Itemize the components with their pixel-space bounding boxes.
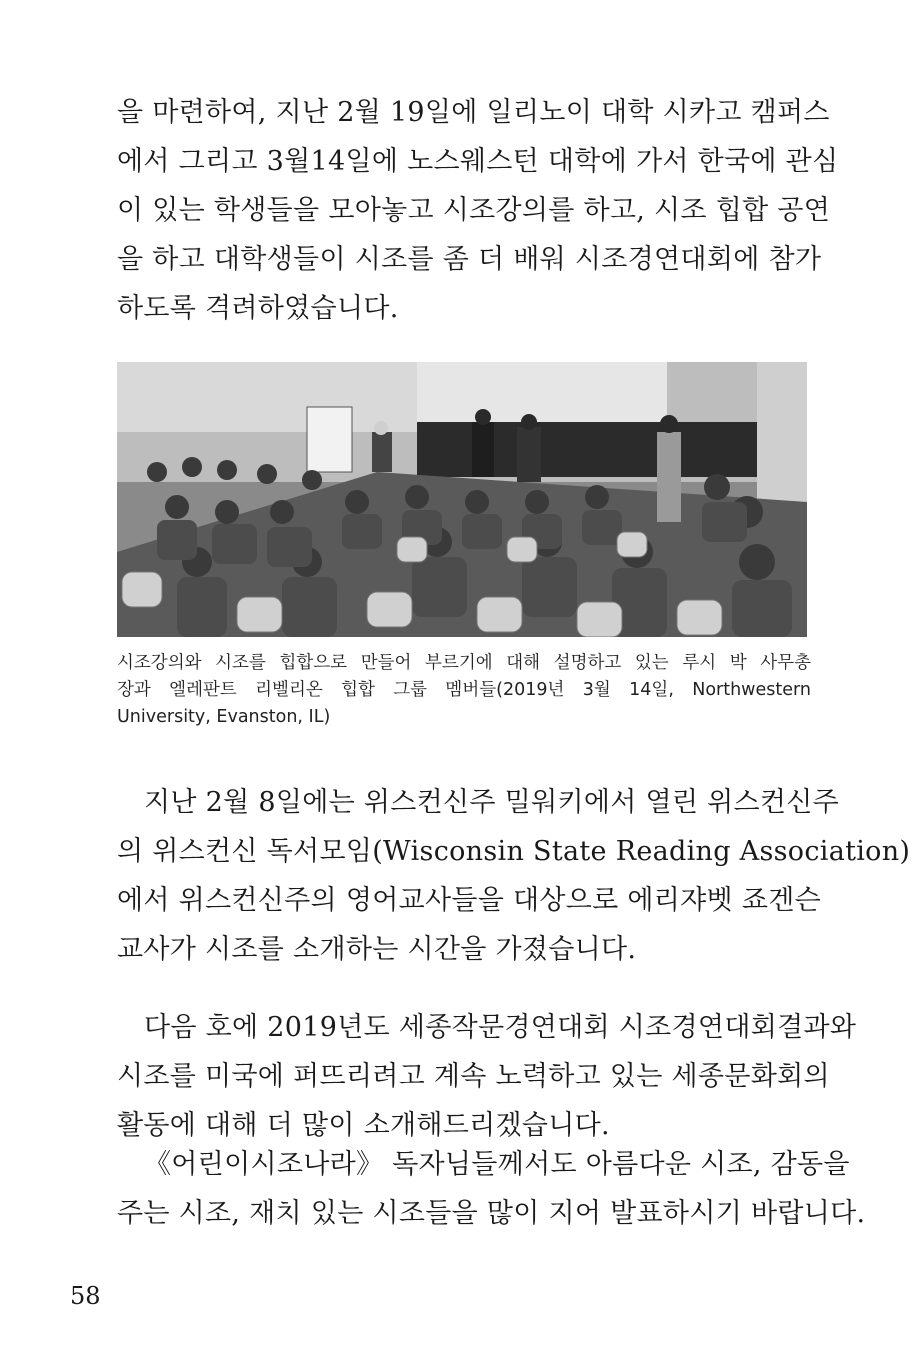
- text-line: 하도록 격려하였습니다.: [117, 293, 399, 324]
- caption-line: 시조강의와 시조를 힙합으로 만들어 부르기에 대해 설명하고 있는 루시 박 사무총: [117, 653, 811, 673]
- text-line: 이 있는 학생들을 모아놓고 시조강의를 하고, 시조 힙합 공연: [117, 195, 831, 226]
- text-line: 시조를 미국에 퍼뜨리려고 계속 노력하고 있는 세종문화회의: [117, 1061, 830, 1092]
- text-line: 교사가 시조를 소개하는 시간을 가졌습니다.: [117, 934, 637, 965]
- text-line: 에서 그리고 3월14일에 노스웨스턴 대학에 가서 한국에 관심: [117, 146, 839, 177]
- paragraph-4: [117, 1140, 866, 1238]
- paragraph-1: [117, 88, 839, 333]
- text-line: 지난 2월 8일에는 위스컨신주 밀워키에서 열린 위스컨신주: [144, 787, 840, 818]
- text-line: 주는 시조, 재치 있는 시조들을 많이 지어 발표하시기 바랍니다.: [117, 1198, 866, 1229]
- text-line: 에서 위스컨신주의 영어교사들을 대상으로 에리쟈벳 죠겐슨: [117, 885, 821, 916]
- caption-line: 장과 엘레판트 리벨리온 힙합 그룹 멤버들(2019년 3월 14일, Northwestern: [117, 680, 811, 700]
- text-line: 다음 호에 2019년도 세종작문경연대회 시조경연대회결과와: [144, 1012, 857, 1043]
- text-line: 의 위스컨신 독서모임(Wisconsin State Reading Association): [117, 836, 911, 867]
- caption-line: University, Evanston, IL): [117, 707, 331, 727]
- text-line: 《어린이시조나라》 독자님들께서도 아름다운 시조, 감동을: [144, 1149, 850, 1180]
- text-line: 을 하고 대학생들이 시조를 좀 더 배워 시조경연대회에 참가: [117, 244, 822, 275]
- text-line: 활동에 대해 더 많이 소개해드리겠습니다.: [117, 1110, 610, 1141]
- paragraph-2: [117, 778, 911, 974]
- classroom-photo-drawing: [117, 362, 807, 637]
- text-line: 을 마련하여, 지난 2월 19일에 일리노이 대학 시카고 캠퍼스: [117, 97, 830, 128]
- photo-caption: [117, 650, 811, 731]
- classroom-photo: [117, 362, 807, 637]
- paragraph-3: [117, 1003, 857, 1150]
- page-number: 58: [70, 1282, 101, 1310]
